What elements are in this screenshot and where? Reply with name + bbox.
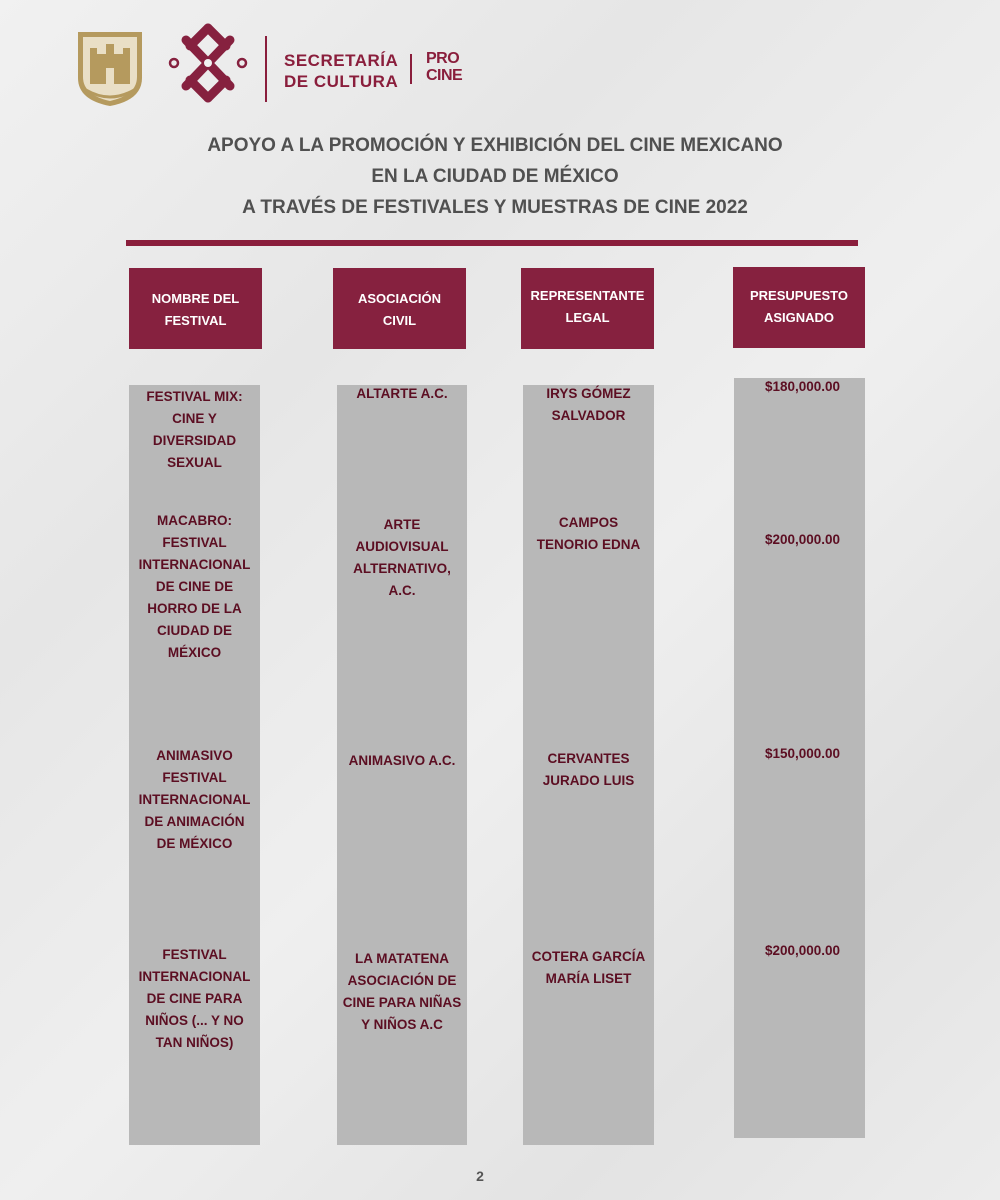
table-row-3-presupuesto: $150,000.00: [764, 746, 841, 761]
table-row-4-festival: FESTIVAL INTERNACIONAL DE CINE PARA NIÑOS (... Y NO TAN NIÑOS): [138, 947, 251, 1050]
cdmx-shield-logo: [76, 30, 144, 108]
header-presupuesto-asignado: PRESUPUESTO ASIGNADO: [733, 267, 865, 348]
table-row-4-representante: COTERA GARCÍA MARÍA LISET: [531, 949, 646, 986]
table-row-1-festival: FESTIVAL MIX: CINE Y DIVERSIDAD SEXUAL: [146, 389, 243, 470]
table-row-3-representante: CERVANTES JURADO LUIS: [542, 751, 635, 788]
title-rule: [126, 240, 858, 246]
table-row-2-asociacion: ARTE AUDIOVISUAL ALTERNATIVO, A.C.: [353, 517, 451, 598]
header-divider-small: [410, 54, 412, 84]
page-title: [0, 130, 990, 223]
secretaria-de-cultura-label: SECRETARÍA DE CULTURA: [284, 51, 399, 91]
table-row-2-festival: MACABRO: FESTIVAL INTERNACIONAL DE CINE DE HORRO DE LA CIUDAD DE MÉXICO: [138, 513, 251, 660]
cdmx-emblem-logo: [168, 22, 248, 104]
table-row-2-presupuesto: $200,000.00: [764, 532, 841, 547]
header-nombre-festival: NOMBRE DEL FESTIVAL: [129, 268, 262, 349]
header-representante-legal: REPRESENTANTE LEGAL: [521, 268, 654, 349]
table-row-3-asociacion: ANIMASIVO A.C.: [348, 753, 456, 768]
header-divider: [265, 36, 267, 102]
table-row-1-asociacion: ALTARTE A.C.: [356, 386, 448, 401]
procine-logo: PRO CINE: [426, 50, 463, 84]
page-number: 2: [476, 1168, 484, 1184]
table-row-4-asociacion: LA MATATENA ASOCIACIÓN DE CINE PARA NIÑAS Y NIÑOS A.C: [342, 951, 462, 1032]
table-row-4-presupuesto: $200,000.00: [764, 943, 841, 958]
table-row-2-representante: CAMPOS TENORIO EDNA: [536, 515, 641, 552]
title-line-1: APOYO A LA PROMOCIÓN Y EXHIBICIÓN DEL CINE MEXICANO: [207, 135, 783, 156]
title-line-3: A TRAVÉS DE FESTIVALES Y MUESTRAS DE CINE 2022: [242, 197, 748, 218]
header-asociacion-civil: ASOCIACIÓN CIVIL: [333, 268, 466, 349]
title-line-2: EN LA CIUDAD DE MÉXICO: [371, 166, 619, 187]
table-row-3-festival: ANIMASIVO FESTIVAL INTERNACIONAL DE ANIMACIÓN DE MÉXICO: [138, 748, 251, 851]
table-row-1-representante: IRYS GÓMEZ SALVADOR: [546, 386, 631, 423]
table-row-1-presupuesto: $180,000.00: [764, 379, 841, 394]
